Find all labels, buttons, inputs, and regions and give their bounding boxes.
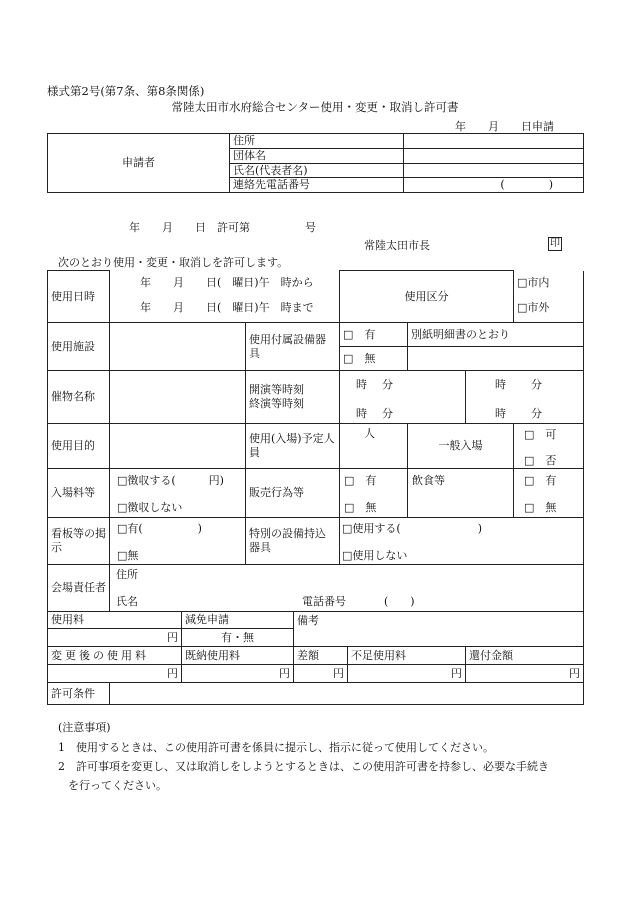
mayor-title: 常陸太田市長 — [364, 239, 430, 252]
sales-options[interactable] — [340, 469, 408, 518]
conditions-label: 許可条件 — [48, 683, 110, 705]
admission-label: 入場料等 — [48, 469, 110, 518]
event-name-field[interactable] — [110, 371, 246, 424]
notes-heading: (注意事項) — [58, 721, 111, 734]
shortage-label: 不足使用料 — [348, 647, 466, 665]
food-cell — [408, 469, 514, 518]
food-label: 飲食等 — [412, 474, 446, 487]
refund-label: 還付金額 — [466, 647, 584, 665]
manager-phone-parens: ( ) — [384, 595, 415, 608]
collect-checkbox[interactable]: □徴収する( 円) — [117, 474, 224, 487]
equipment-no-checkbox[interactable]: □ 無 — [340, 347, 408, 371]
equipment-yes-checkbox[interactable]: □ 有 — [340, 323, 408, 347]
start-minute-2: 分 — [531, 378, 543, 391]
sales-yes-checkbox[interactable]: □ 有 — [344, 474, 377, 487]
person-unit: 人 — [364, 427, 376, 440]
note-item: 1 使用するときは、この使用許可書を係員に提示し、指示に従って使用してください。 — [58, 741, 494, 754]
form-number: 様式第2号(第7条、第8条関係) — [47, 84, 205, 98]
allowed-checkbox[interactable]: □ 可 — [524, 428, 557, 441]
people-label: 使用(入場)予定人員 — [246, 424, 340, 469]
signage-no-checkbox[interactable]: □無 — [117, 549, 139, 562]
event-label: 催物名称 — [48, 371, 110, 424]
use-datetime-label: 使用日時 — [48, 271, 110, 323]
equipment-detail-field[interactable] — [408, 347, 584, 371]
application-date: 年 月 日申請 — [455, 120, 554, 133]
fee-label: 使用料 — [48, 612, 182, 629]
equip-use-checkbox[interactable]: □使用する( ) — [342, 522, 482, 535]
applicant-group-label: 団体名 — [230, 148, 404, 163]
purpose-field[interactable] — [110, 424, 246, 469]
end-hour: 時 — [356, 407, 368, 420]
sales-no-checkbox[interactable]: □ 無 — [344, 501, 377, 514]
applicant-table — [47, 133, 584, 193]
exemption-label: 減免申請 — [182, 612, 294, 629]
exemption-value[interactable]: 有・無 — [182, 629, 294, 647]
changed-fee-yen[interactable]: 円 — [48, 665, 182, 683]
sales-label: 販売行為等 — [246, 469, 340, 518]
remarks-label: 備考 — [294, 612, 584, 647]
use-from[interactable]: 年 月 日( 曜日)午 時から — [110, 271, 340, 295]
conditions-field[interactable] — [110, 683, 584, 705]
applicant-address-field[interactable] — [404, 134, 584, 149]
general-admission-label: 一般入場 — [408, 424, 514, 469]
diff-yen[interactable]: 円 — [294, 665, 348, 683]
end-hour-2: 時 — [495, 407, 507, 420]
applicant-group-field[interactable] — [404, 148, 584, 163]
no-collect-checkbox[interactable]: □徴収しない — [117, 501, 183, 514]
manager-phone-label: 電話番号 — [302, 595, 346, 608]
admission-allowed[interactable] — [514, 424, 584, 469]
start-hour: 時 — [356, 378, 368, 391]
food-options[interactable] — [514, 469, 584, 518]
manager-name-label: 氏名 — [116, 595, 138, 608]
event-start-time[interactable] — [340, 371, 466, 424]
note-item: を行ってください。 — [68, 779, 167, 792]
page-title: 常陸太田市水府総合センター使用・変更・取消し許可書 — [171, 100, 459, 114]
venue-manager-label: 会場責任者 — [48, 565, 110, 612]
paid-yen[interactable]: 円 — [182, 665, 294, 683]
people-count-field[interactable] — [340, 424, 408, 469]
event-end-time[interactable] — [466, 371, 584, 424]
applicant-phone-field[interactable]: ( ) — [404, 178, 584, 193]
intro-text: 次のとおり使用・変更・取消しを許可します。 — [58, 256, 289, 269]
permit-line: 年 月 日 許可第 号 — [129, 221, 316, 234]
purpose-label: 使用目的 — [48, 424, 110, 469]
food-yes-checkbox[interactable]: □ 有 — [524, 474, 557, 487]
fee-yen[interactable]: 円 — [48, 629, 182, 647]
applicant-name-label: 氏名(代表者名) — [230, 163, 404, 178]
official-seal — [548, 237, 562, 251]
refund-yen[interactable]: 円 — [466, 665, 584, 683]
facility-label: 使用施設 — [48, 323, 110, 371]
special-equipment-label: 特別の設備持込器具 — [246, 518, 340, 565]
applicant-address-label: 住所 — [230, 134, 404, 149]
signage-label: 看板等の掲示 — [48, 518, 110, 565]
applicant-name-field[interactable] — [404, 163, 584, 178]
end-minute: 分 — [382, 407, 394, 420]
note-item: 2 許可事項を変更し、又は取消しをしようとするときは、この使用許可書を持参し、必要な手続き — [58, 760, 549, 773]
applicant-label: 申請者 — [48, 134, 230, 193]
equipment-label: 使用付属設備器具 — [246, 323, 340, 371]
start-hour-2: 時 — [495, 378, 507, 391]
seal-mark: 印 — [550, 238, 560, 249]
denied-checkbox[interactable]: □ 否 — [524, 454, 557, 467]
admission-options[interactable] — [110, 469, 246, 518]
signage-options[interactable] — [110, 518, 246, 565]
permit-table — [47, 270, 584, 705]
food-no-checkbox[interactable]: □ 無 — [524, 501, 557, 514]
venue-manager-info[interactable] — [110, 565, 584, 612]
equipment-as-per: 別紙明細書のとおり — [408, 323, 584, 347]
use-to[interactable]: 年 月 日( 曜日)午 時まで — [110, 295, 340, 323]
facility-field[interactable] — [110, 323, 246, 371]
in-city-checkbox[interactable]: □市内 — [514, 271, 584, 295]
changed-fee-label: 変更後の使用料 — [48, 647, 182, 665]
equip-no-use-checkbox[interactable]: □使用しない — [342, 549, 408, 562]
signage-yes-checkbox[interactable]: □有( ) — [117, 522, 202, 535]
start-minute: 分 — [382, 378, 394, 391]
paid-label: 既納使用料 — [182, 647, 294, 665]
shortage-yen[interactable]: 円 — [348, 665, 466, 683]
end-minute-2: 分 — [531, 407, 543, 420]
event-times-label: 開演等時刻 終演等時刻 — [246, 371, 340, 424]
use-category-label: 使用区分 — [340, 271, 514, 323]
out-city-checkbox[interactable]: □市外 — [514, 295, 584, 323]
applicant-phone-label: 連絡先電話番号 — [230, 178, 404, 193]
special-equipment-options[interactable] — [340, 518, 584, 565]
diff-label: 差額 — [294, 647, 348, 665]
manager-address-label: 住所 — [116, 568, 138, 581]
